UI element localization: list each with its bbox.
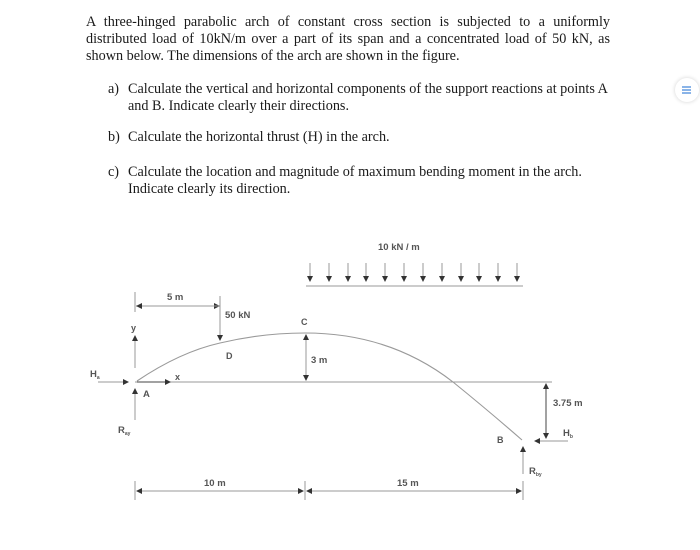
y-axis-label: y [131, 323, 137, 333]
question-text: Calculate the location and magnitude of maximum bending moment in the arch. Indicate clearly its direction. [128, 164, 582, 197]
R-By-label: $R_{by}$ [529, 466, 542, 478]
question-text: Calculate the horizontal thrust (H) in the arch. [128, 129, 390, 145]
question-label: a) [108, 81, 120, 97]
dim-15m-label: 15 m [397, 478, 419, 489]
question-label: b) [108, 129, 120, 145]
udl-arrows [310, 263, 517, 281]
dim-5m-label: 5 m [167, 292, 184, 303]
point-load-label: 50 kN [225, 310, 251, 321]
H-B-label: $H_b$ [563, 428, 573, 440]
side-menu-button[interactable] [675, 78, 699, 102]
dim-10m-label: 10 m [204, 478, 226, 489]
point-C-label: C [301, 317, 308, 327]
question-text: Calculate the vertical and horizontal components of the support reactions at points A and B. Indicate clearly their directions. [128, 81, 608, 114]
problem-intro: A three-hinged parabolic arch of constant cross section is subjected to a uniformly distributed load of 10kN/m over a part of its span and a concentrated load of 50 kN, as shown below. The dimensions of the arch are shown in the figure. [86, 14, 610, 64]
arch-curve [137, 333, 522, 440]
R-Ay-label: $R_{ay}$ [118, 425, 131, 437]
menu-icon [682, 86, 691, 88]
dim-375m-label: 3.75 m [553, 398, 583, 409]
point-A-label: A [143, 389, 150, 400]
point-B-label: B [497, 435, 504, 445]
H-A-label: $H_a$ [90, 369, 100, 381]
dim-3m-label: 3 m [311, 355, 328, 366]
point-D-label: D [226, 351, 233, 361]
question-label: c) [108, 164, 120, 180]
udl-label: 10 kN / m [378, 242, 420, 253]
x-axis-label: x [175, 372, 181, 382]
